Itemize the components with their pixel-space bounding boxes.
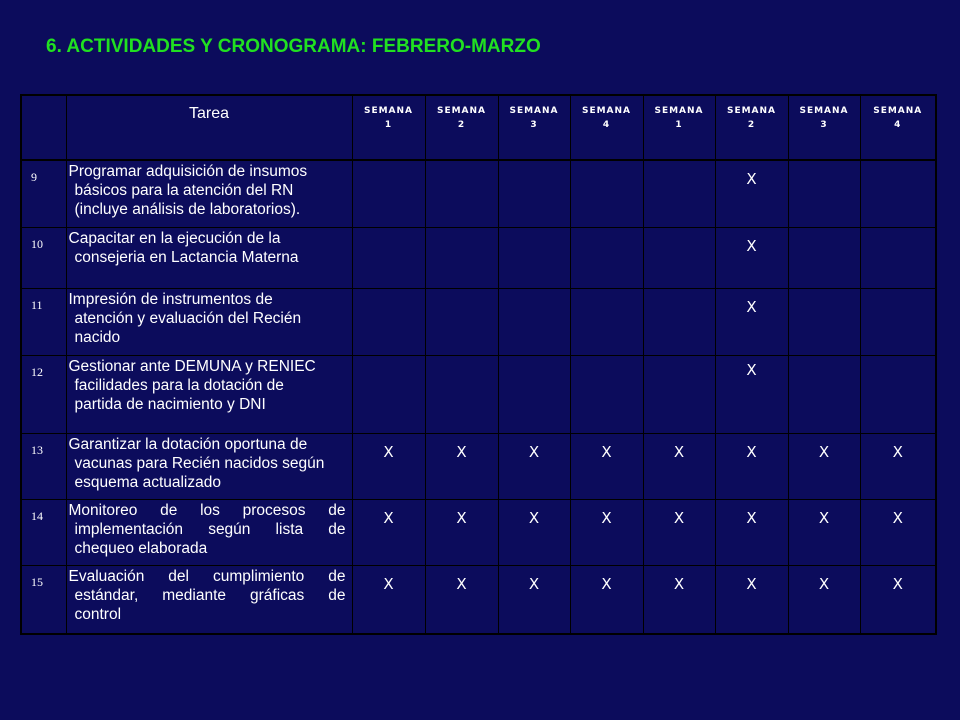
task-description-line: Capacitar en la ejecución de la: [68, 230, 281, 248]
task-description-line: Evaluación del cumplimiento de: [68, 568, 346, 586]
schedule-mark: X: [892, 575, 903, 594]
schedule-cell: [715, 289, 788, 356]
table-row: [21, 434, 936, 500]
schedule-cell: [352, 434, 425, 500]
schedule-mark: X: [456, 509, 467, 528]
slide-title: 6. ACTIVIDADES Y CRONOGRAMA: FEBRERO-MARZO: [46, 36, 541, 57]
schedule-cell: [425, 160, 498, 228]
task-description-line: implementación según lista de: [74, 521, 346, 539]
schedule-cell: [425, 434, 498, 500]
task-number: 13: [21, 434, 66, 500]
task-description-line: básicos para la atención del RN: [74, 181, 294, 199]
schedule-mark: X: [818, 443, 830, 462]
schedule-cell: [715, 356, 788, 434]
schedule-cell: [570, 434, 643, 500]
task-description-line: vacunas para Recién nacidos según: [74, 455, 325, 473]
task-number: 9: [21, 160, 66, 228]
schedule-cell: [788, 160, 860, 228]
table-row: [21, 160, 936, 228]
header-number-cell: [21, 95, 66, 160]
task-description-line: nacido: [74, 329, 121, 347]
task-description-line: consejeria en Lactancia Materna: [74, 249, 299, 267]
schedule-cell: [788, 566, 860, 634]
header-week-label: SEMANA: [654, 106, 704, 116]
task-number: 11: [21, 289, 66, 356]
table-header-row: [21, 95, 936, 160]
schedule-cell: [498, 289, 570, 356]
schedule-mark: X: [746, 361, 757, 380]
task-number: 10: [21, 228, 66, 289]
header-week-number: 2: [747, 120, 756, 130]
schedule-cell: [643, 566, 715, 634]
header-week-cell: [715, 95, 788, 160]
schedule-mark: X: [673, 575, 685, 594]
schedule-mark: X: [601, 575, 612, 594]
schedule-mark: X: [892, 443, 903, 462]
task-description: [66, 289, 352, 356]
schedule-cell: [570, 356, 643, 434]
schedule-cell: [860, 356, 936, 434]
schedule-cell: [570, 500, 643, 566]
schedule-mark: X: [746, 509, 757, 528]
schedule-cell: [715, 566, 788, 634]
schedule-cell: [570, 566, 643, 634]
task-description-line: chequeo elaborada: [74, 540, 208, 558]
schedule-cell: [788, 500, 860, 566]
schedule-mark: X: [456, 575, 467, 594]
schedule-table: [20, 94, 937, 635]
schedule-cell: [788, 228, 860, 289]
table-row: [21, 289, 936, 356]
task-description: [66, 356, 352, 434]
schedule-mark: X: [528, 443, 540, 462]
header-week-cell: [788, 95, 860, 160]
task-description-line: Impresión de instrumentos de: [68, 291, 273, 309]
schedule-mark: X: [383, 509, 394, 528]
task-description: [66, 566, 352, 634]
schedule-cell: [860, 160, 936, 228]
schedule-cell: [425, 356, 498, 434]
schedule-cell: [352, 356, 425, 434]
header-week-label: SEMANA: [509, 106, 559, 116]
schedule-cell: [570, 228, 643, 289]
schedule-cell: [425, 228, 498, 289]
header-task-label: Tarea: [188, 105, 230, 122]
schedule-cell: [352, 566, 425, 634]
task-description-line: facilidades para la dotación de: [74, 377, 284, 395]
header-week-number: 4: [894, 120, 902, 130]
schedule-cell: [425, 289, 498, 356]
task-description-line: (incluye análisis de laboratorios).: [74, 200, 301, 218]
schedule-cell: [715, 500, 788, 566]
schedule-cell: [498, 160, 570, 228]
task-description-line: Garantizar la dotación oportuna de: [68, 436, 308, 454]
schedule-mark: X: [746, 575, 757, 594]
task-description-line: atención y evaluación del Recién: [74, 310, 302, 328]
task-number: 14: [21, 500, 66, 566]
schedule-cell: [860, 500, 936, 566]
header-week-label: SEMANA: [581, 106, 632, 116]
schedule-cell: [715, 160, 788, 228]
schedule-cell: [498, 356, 570, 434]
schedule-cell: [643, 160, 715, 228]
schedule-mark: X: [601, 443, 612, 462]
schedule-cell: [570, 160, 643, 228]
schedule-cell: [860, 434, 936, 500]
header-week-number: 4: [602, 120, 611, 130]
task-description-line: Monitoreo de los procesos de: [68, 502, 346, 520]
schedule-cell: [715, 434, 788, 500]
header-week-label: SEMANA: [436, 106, 487, 116]
schedule-cell: [788, 434, 860, 500]
header-week-cell: [498, 95, 570, 160]
schedule-cell: [352, 160, 425, 228]
schedule-mark: X: [746, 237, 757, 256]
schedule-cell: [860, 289, 936, 356]
schedule-mark: X: [456, 443, 467, 462]
task-description-line: Gestionar ante DEMUNA y RENIEC: [68, 358, 316, 376]
header-week-number: 1: [384, 120, 393, 130]
schedule-mark: X: [528, 509, 540, 528]
schedule-mark: X: [746, 298, 757, 317]
task-description-line: Programar adquisición de insumos: [68, 162, 308, 180]
schedule-cell: [715, 228, 788, 289]
task-description: [66, 500, 352, 566]
table-row: [21, 356, 936, 434]
schedule-cell: [352, 228, 425, 289]
table-row: [21, 566, 936, 634]
header-week-label: SEMANA: [799, 106, 849, 116]
schedule-cell: [643, 434, 715, 500]
schedule-mark: X: [673, 443, 685, 462]
schedule-mark: X: [746, 169, 757, 188]
task-description-line: estándar, mediante gráficas de: [74, 587, 346, 605]
schedule-cell: [498, 500, 570, 566]
header-week-number: 2: [457, 120, 466, 130]
header-week-number: 3: [820, 120, 828, 130]
schedule-mark: X: [818, 575, 830, 594]
schedule-cell: [788, 289, 860, 356]
header-week-label: SEMANA: [873, 106, 923, 116]
schedule-cell: [643, 356, 715, 434]
schedule-mark: X: [383, 443, 394, 462]
schedule-cell: [498, 228, 570, 289]
header-week-cell: [352, 95, 425, 160]
header-week-cell: [643, 95, 715, 160]
header-week-cell: [860, 95, 936, 160]
schedule-mark: X: [746, 443, 757, 462]
task-description-line: control: [74, 606, 122, 624]
task-description-line: partida de nacimiento y DNI: [74, 396, 266, 414]
table-row: [21, 500, 936, 566]
header-week-number: 1: [675, 120, 683, 130]
schedule-cell: [643, 228, 715, 289]
schedule-mark: X: [818, 509, 830, 528]
schedule-cell: [498, 434, 570, 500]
header-week-label: SEMANA: [726, 106, 777, 116]
schedule-cell: [425, 500, 498, 566]
task-number: 15: [21, 566, 66, 634]
task-description-line: esquema actualizado: [74, 474, 221, 492]
schedule-mark: X: [383, 575, 394, 594]
task-number: 12: [21, 356, 66, 434]
schedule-cell: [643, 500, 715, 566]
schedule-mark: X: [892, 509, 903, 528]
task-description: [66, 160, 352, 228]
schedule-cell: [570, 289, 643, 356]
header-week-number: 3: [530, 120, 538, 130]
schedule-cell: [352, 500, 425, 566]
header-task-cell: [66, 95, 352, 160]
task-description: [66, 228, 352, 289]
schedule-mark: X: [601, 509, 612, 528]
header-week-cell: [425, 95, 498, 160]
schedule-mark: X: [673, 509, 685, 528]
table-row: [21, 228, 936, 289]
header-week-label: SEMANA: [363, 106, 414, 116]
schedule-mark: X: [528, 575, 540, 594]
schedule-cell: [643, 289, 715, 356]
schedule-cell: [498, 566, 570, 634]
header-week-cell: [570, 95, 643, 160]
schedule-cell: [788, 356, 860, 434]
schedule-cell: [425, 566, 498, 634]
schedule-cell: [860, 566, 936, 634]
schedule-cell: [860, 228, 936, 289]
schedule-cell: [352, 289, 425, 356]
task-description: [66, 434, 352, 500]
